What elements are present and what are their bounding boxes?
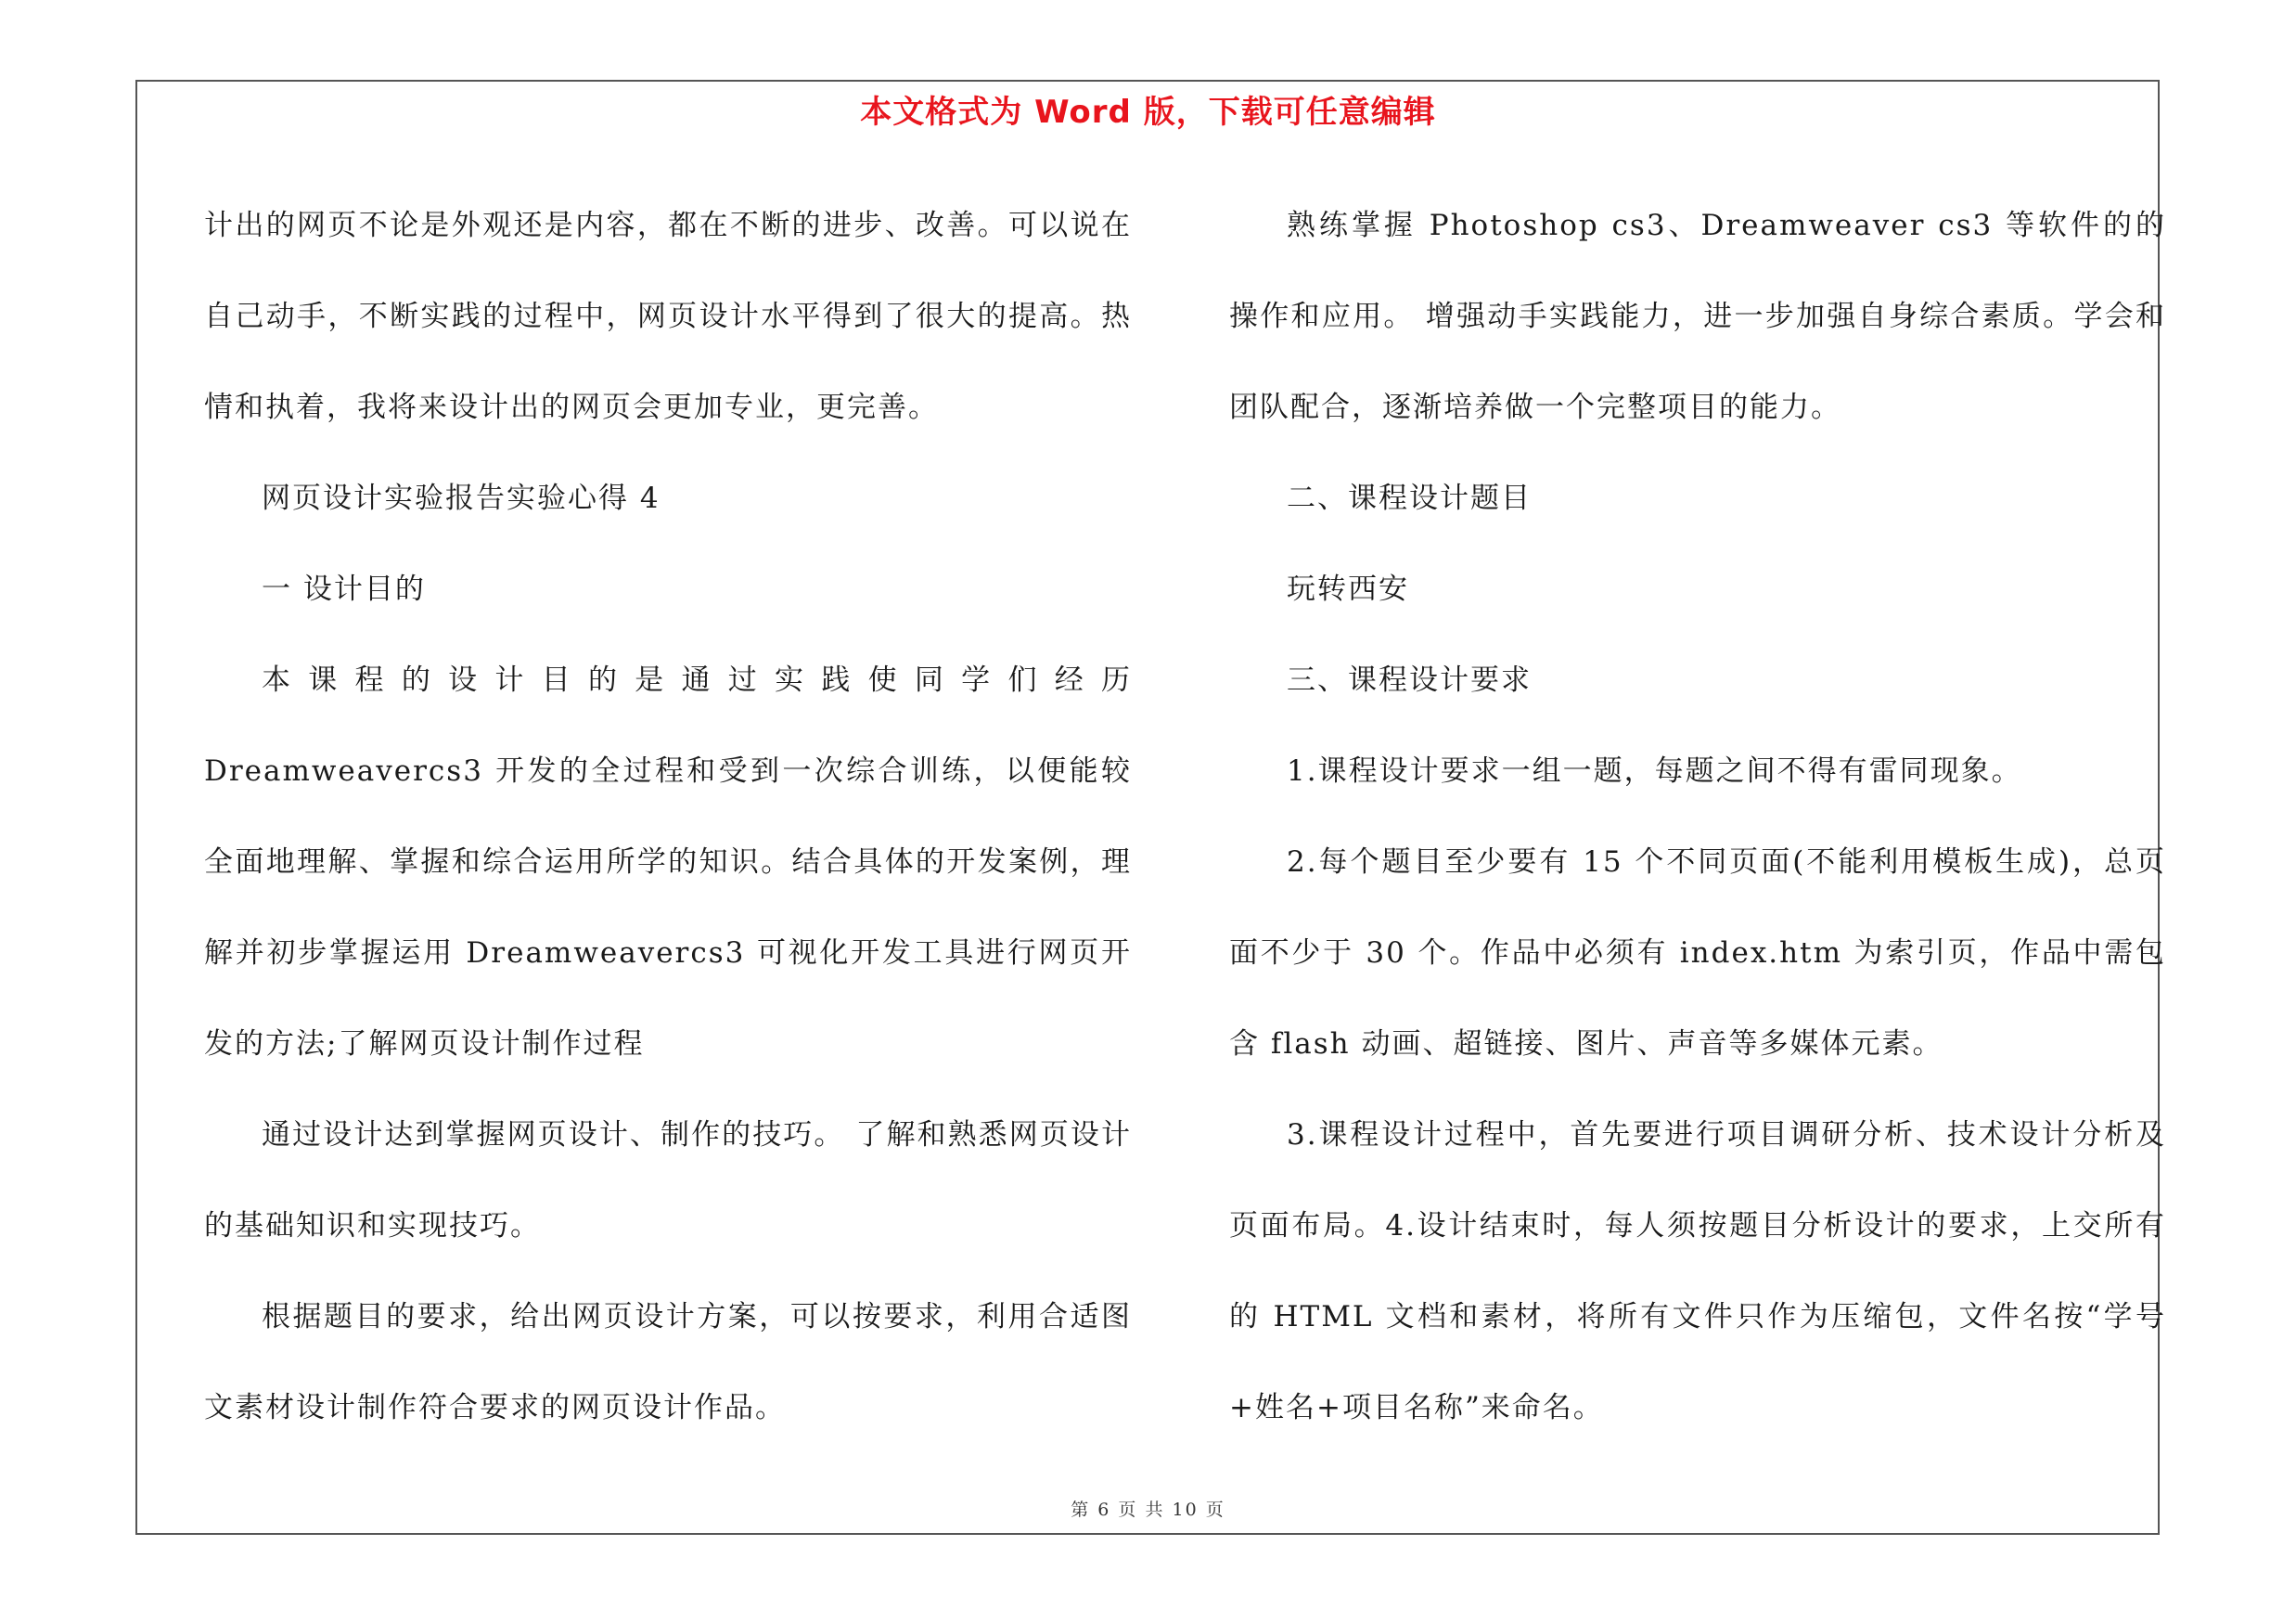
right-column	[1229, 180, 2166, 1453]
right-paragraph-4: 三、课程设计要求	[1287, 663, 1532, 697]
left-paragraph-6: 根据题目的要求，给出网页设计方案，可以按要求，利用合适图文素材设计制作符合要求的网页设计作品。	[204, 1300, 1132, 1424]
right-paragraph-2: 二、课程设计题目	[1287, 482, 1532, 515]
left-paragraph-1: 计出的网页不论是外观还是内容，都在不断的进步、改善。可以说在自己动手，不断实践的过程中，网页设计水平得到了很大的提高。热情和执着，我将来设计出的网页会更加专业，更完善。	[204, 209, 1132, 424]
right-paragraph-3: 玩转西安	[1287, 573, 1409, 606]
right-paragraph-6: 2.每个题目至少要有 15 个不同页面(不能利用模板生成)，总页面不少于 30 个。作品中必须有 index.htm 为索引页，作品中需包含 flash 动画、超链接、图片、声音等多媒体元素。	[1229, 845, 2166, 1061]
right-paragraph-1: 熟练掌握 Photoshop cs3、Dreamweaver cs3 等软件的的操作和应用。 增强动手实践能力，进一步加强自身综合素质。学会和团队配合，逐渐培养做一个完整项目的能力。	[1229, 209, 2166, 424]
right-paragraph-5: 1.课程设计要求一组一题，每题之间不得有雷同现象。	[1287, 754, 2022, 788]
left-paragraph-3: 一 设计目的	[262, 573, 426, 606]
right-paragraph-7: 3.课程设计过程中，首先要进行项目调研分析、技术设计分析及页面布局。4.设计结束时，每人须按题目分析设计的要求，上交所有的 HTML 文档和素材，将所有文件只作为压缩包，文件名按“学号+姓名+项目名称”来命名。	[1229, 1118, 2166, 1424]
left-paragraph-4: 本课程的设计目的是通过实践使同学们经历 Dreamweavercs3 开发的全过程和受到一次综合训练，以便能较全面地理解、掌握和综合运用所学的知识。结合具体的开发案例，理解并初步掌握运用 Dreamweavercs3 可视化开发工具进行网页开发的方法;了解网页设计制作过程	[204, 663, 1132, 1061]
left-column	[204, 180, 1132, 1453]
header-banner: 本文格式为 Word 版，下载可任意编辑	[860, 94, 1436, 131]
left-paragraph-2: 网页设计实验报告实验心得 4	[262, 482, 661, 515]
page-number-footer: 第 6 页 共 10 页	[1071, 1500, 1225, 1520]
left-paragraph-5: 通过设计达到掌握网页设计、制作的技巧。 了解和熟悉网页设计的基础知识和实现技巧。	[204, 1118, 1132, 1243]
